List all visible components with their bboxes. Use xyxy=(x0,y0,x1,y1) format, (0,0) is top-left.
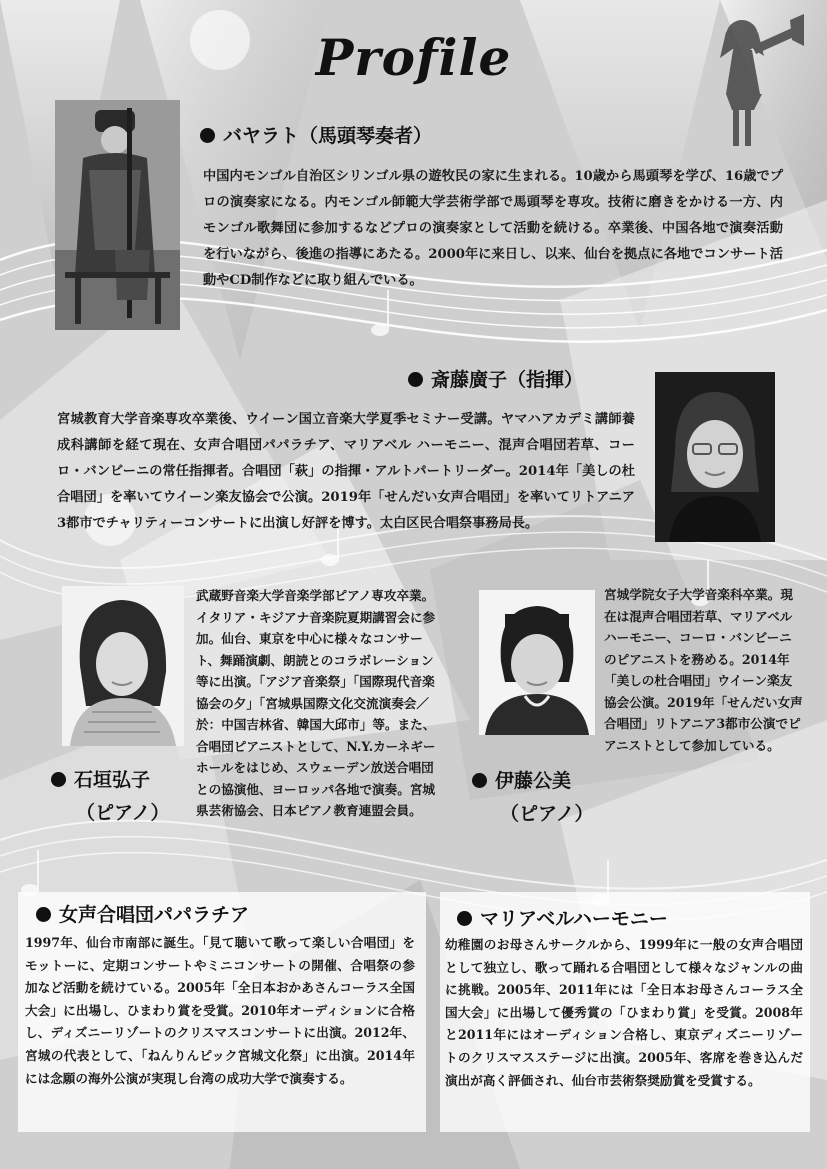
saito-photo xyxy=(655,372,775,542)
bullet-icon xyxy=(457,911,472,926)
bullet-icon xyxy=(200,128,215,143)
ishigaki-role: （ピアノ） xyxy=(76,802,170,824)
ishigaki-heading xyxy=(51,765,150,792)
ito-role: （ピアノ） xyxy=(500,803,594,825)
bullet-icon xyxy=(51,772,66,787)
paparachia-bio: 1997年、仙台市南部に誕生。「見て聴いて歌って楽しい合唱団」をモットーに、定期コンサートやミニコンサートの開催、合唱祭の参加など活動を続けている。2005年「全日本おかあさんコーラス全国大会」に出場し、ひまわり賞を受賞。2010年オーディションに合格し、ディズニーリゾートのクリスマスコンサートに出演。2012年、宮城の代表として、「ねんりんピック宮城文化祭」に出演。2014年には念願の海外公演が実現し台湾の成功大学で演奏する。 xyxy=(25,935,415,1086)
paparachia-name: 女声合唱団パパラチア xyxy=(59,904,250,926)
ishigaki-photo xyxy=(62,586,184,746)
ito-bio: 宮城学院女子大学音楽科卒業。現在は混声合唱団若草、マリアベルハーモニー、コーロ・バンビーニのピアニストを務める。2014年「美しの杜合唱団」ウイーン楽友協会公演。2019年「せんだい女声合唱団」リトアニア3都市公演でピアニストとして参加している。 xyxy=(604,587,803,753)
bullet-icon xyxy=(472,773,487,788)
page-title: Profile xyxy=(315,28,512,87)
mariabell-bio: 幼稚園のお母さんサークルから、1999年に一般の女声合唱団として独立し、歌って踊れる合唱団として様々なジャンルの曲に挑戦。2005年、2011年には「全日本お母さんコーラス全国大会」に出場して優秀賞の「ひまわり賞」を受賞。2008年と2011年にはオーディション合格し、東京ディズニーリゾートのクリスマスステージに出演。2005年、客席を巻き込んだ演出が高く評価され、仙台市芸術祭奨励賞を受賞する。 xyxy=(445,937,803,1088)
ishigaki-bio: 武蔵野音楽大学音楽学部ピアノ専攻卒業。イタリア・キジアナ音楽院夏期講習会に参加。仙台、東京を中心に様々なコンサート、舞踊演劇、朗読とのコラボレーション等に出演。「アジア音楽祭」「国際現代音楽協会の夕」「宮城県国際文化交流演奏会／於：中国吉林省、韓国大邱市」等。また、合唱団ピアニストとして、N.Y.カーネギーホールをはじめ、スウェーデン放送合唱団との協演他、ヨーロッパ各地で演奏。宮城県芸術協会、日本ピアノ教育連盟会員。 xyxy=(196,588,436,818)
saito-bio: 宮城教育大学音楽専攻卒業後、ウイーン国立音楽大学夏季セミナー受講。ヤマハアカデミ講師養成科講師を経て現在、女声合唱団パパラチア、マリアベル ハーモニー、混声合唱団若草、コーロ・バンビーニの常任指揮者。合唱団「萩」の指揮・アルトパートリーダー。2014年「美しの杜合唱団」を率いてウイーン楽友協会で公演。2019年「せんだい女声合唱団」を率いてリトアニア3都市でチャリティーコンサートに出演し好評を博す。太白区民合唱祭事務局長。 xyxy=(57,412,635,531)
saito-heading xyxy=(408,365,583,392)
saito-name: 斎藤廣子（指揮） xyxy=(431,369,584,391)
mariabell-heading xyxy=(457,904,668,931)
bayaratu-photo xyxy=(55,100,180,330)
bayaratu-name: バヤラト（馬頭琴奏者） xyxy=(223,125,433,147)
bayaratu-heading xyxy=(200,121,432,148)
bullet-icon xyxy=(408,372,423,387)
paparachia-heading xyxy=(36,900,249,927)
ishigaki-name: 石垣弘子 xyxy=(74,769,151,791)
ito-heading xyxy=(472,766,571,793)
ito-name: 伊藤公美 xyxy=(495,770,572,792)
bayaratu-bio: 中国内モンゴル自治区シリンゴル県の遊牧民の家に生まれる。10歳から馬頭琴を学び、16歳でプロの演奏家になる。内モンゴル師範大学芸術学部で馬頭琴を専攻。技術に磨きをかける一方、内モンゴル歌舞団に参加するなどプロの演奏家として活動を続ける。卒業後、中国各地で演奏活動を行いながら、後進の指導にあたる。2000年に来日し、以来、仙台を拠点に各地でコンサート活動やCD制作などに取り組んでいる。 xyxy=(203,169,783,288)
trumpet-girl-silhouette-icon xyxy=(700,6,810,156)
bullet-icon xyxy=(36,907,51,922)
mariabell-name: マリアベルハーモニー xyxy=(480,908,668,930)
ito-photo xyxy=(479,590,595,735)
